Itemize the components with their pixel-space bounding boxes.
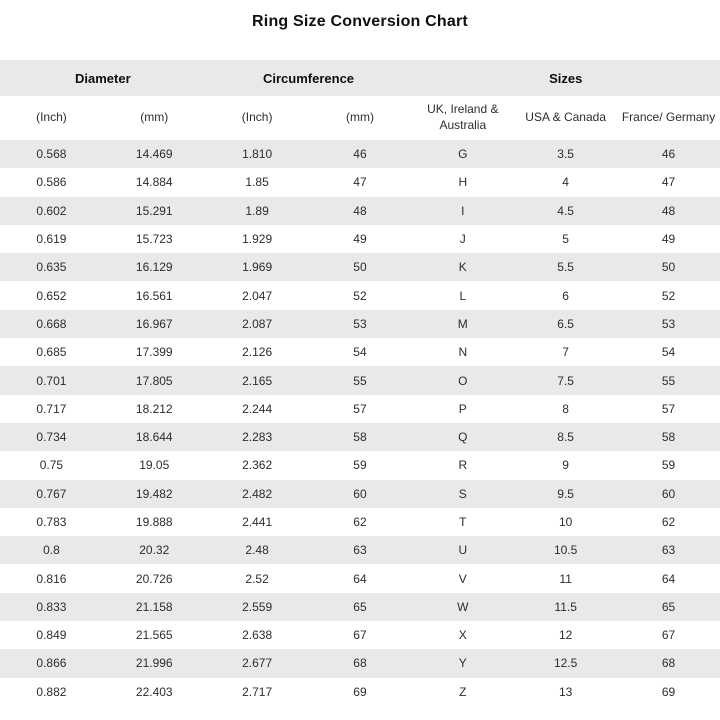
column-header-diameter-inch: (Inch) — [0, 96, 103, 140]
table-row — [0, 678, 720, 706]
table-cell: 6 — [514, 281, 617, 309]
table-cell: 54 — [309, 338, 412, 366]
table-cell: 58 — [309, 423, 412, 451]
table-cell: 50 — [309, 253, 412, 281]
table-row — [0, 536, 720, 564]
table-cell: 15.723 — [103, 225, 206, 253]
table-cell: 49 — [617, 225, 720, 253]
column-header-uk-ireland-australia: UK, Ireland & Australia — [411, 96, 514, 140]
table-cell: I — [411, 197, 514, 225]
group-header-row — [0, 60, 720, 96]
table-row — [0, 451, 720, 479]
table-row — [0, 621, 720, 649]
table-cell: 62 — [617, 508, 720, 536]
table-row — [0, 649, 720, 677]
table-cell: 0.635 — [0, 253, 103, 281]
table-cell: K — [411, 253, 514, 281]
page-title: Ring Size Conversion Chart — [252, 13, 468, 30]
table-cell: 11.5 — [514, 593, 617, 621]
table-cell: 9.5 — [514, 480, 617, 508]
table-cell: 48 — [309, 197, 412, 225]
table-cell: 63 — [617, 536, 720, 564]
table-cell: 20.726 — [103, 564, 206, 592]
table-cell: 15.291 — [103, 197, 206, 225]
table-cell: 18.644 — [103, 423, 206, 451]
column-header-diameter-mm: (mm) — [103, 96, 206, 140]
table-row — [0, 225, 720, 253]
table-cell: 0.8 — [0, 536, 103, 564]
table-cell: Z — [411, 678, 514, 706]
table-cell: 2.717 — [206, 678, 309, 706]
table-cell: 2.559 — [206, 593, 309, 621]
table-cell: 19.05 — [103, 451, 206, 479]
group-header-circumference: Circumference — [206, 60, 412, 96]
table-cell: 4 — [514, 168, 617, 196]
table-cell: 2.441 — [206, 508, 309, 536]
table-row — [0, 197, 720, 225]
table-cell: 2.677 — [206, 649, 309, 677]
table-cell: N — [411, 338, 514, 366]
table-cell: 21.565 — [103, 621, 206, 649]
table-cell: 2.244 — [206, 395, 309, 423]
table-cell: 2.482 — [206, 480, 309, 508]
table-cell: 0.685 — [0, 338, 103, 366]
table-cell: U — [411, 536, 514, 564]
table-cell: 0.586 — [0, 168, 103, 196]
table-cell: 49 — [309, 225, 412, 253]
table-cell: 0.568 — [0, 140, 103, 168]
table-cell: 54 — [617, 338, 720, 366]
table-body — [0, 140, 720, 706]
table-cell: 2.126 — [206, 338, 309, 366]
table-cell: 47 — [309, 168, 412, 196]
table-cell: 47 — [617, 168, 720, 196]
table-cell: 0.866 — [0, 649, 103, 677]
table-cell: 46 — [309, 140, 412, 168]
table-cell: 58 — [617, 423, 720, 451]
table-row — [0, 338, 720, 366]
table-cell: 0.734 — [0, 423, 103, 451]
table-cell: 55 — [617, 366, 720, 394]
column-header-circumference-inch: (Inch) — [206, 96, 309, 140]
table-cell: 59 — [617, 451, 720, 479]
table-cell: 21.158 — [103, 593, 206, 621]
table-cell: 20.32 — [103, 536, 206, 564]
table-cell: 65 — [617, 593, 720, 621]
group-header-sizes: Sizes — [411, 60, 720, 96]
table-cell: 52 — [617, 281, 720, 309]
table-cell: 0.701 — [0, 366, 103, 394]
table-cell: S — [411, 480, 514, 508]
table-cell: 46 — [617, 140, 720, 168]
table-row — [0, 593, 720, 621]
table-cell: 1.929 — [206, 225, 309, 253]
table-cell: 60 — [617, 480, 720, 508]
table-cell: R — [411, 451, 514, 479]
table-cell: 3.5 — [514, 140, 617, 168]
table-cell: 64 — [617, 564, 720, 592]
table-cell: 13 — [514, 678, 617, 706]
table-cell: 0.75 — [0, 451, 103, 479]
table-row — [0, 366, 720, 394]
table-row — [0, 140, 720, 168]
table-cell: 0.602 — [0, 197, 103, 225]
table-cell: 57 — [309, 395, 412, 423]
table-cell: T — [411, 508, 514, 536]
table-cell: J — [411, 225, 514, 253]
table-cell: 6.5 — [514, 310, 617, 338]
column-header-usa-canada: USA & Canada — [514, 96, 617, 140]
table-cell: 2.283 — [206, 423, 309, 451]
table-cell: 55 — [309, 366, 412, 394]
table-row — [0, 168, 720, 196]
ring-size-conversion-table — [0, 60, 720, 706]
table-cell: 12.5 — [514, 649, 617, 677]
table-cell: 17.399 — [103, 338, 206, 366]
table-cell: 12 — [514, 621, 617, 649]
table-cell: 2.087 — [206, 310, 309, 338]
table-cell: 0.849 — [0, 621, 103, 649]
table-cell: 9 — [514, 451, 617, 479]
table-cell: 7.5 — [514, 366, 617, 394]
table-cell: 64 — [309, 564, 412, 592]
table-cell: 14.884 — [103, 168, 206, 196]
table-cell: 7 — [514, 338, 617, 366]
table-cell: 65 — [309, 593, 412, 621]
table-cell: 0.783 — [0, 508, 103, 536]
table-row — [0, 281, 720, 309]
table-row — [0, 395, 720, 423]
table-cell: W — [411, 593, 514, 621]
table-cell: 48 — [617, 197, 720, 225]
table-cell: 0.619 — [0, 225, 103, 253]
table-cell: 59 — [309, 451, 412, 479]
table-cell: 2.638 — [206, 621, 309, 649]
table-cell: Q — [411, 423, 514, 451]
table-cell: 2.047 — [206, 281, 309, 309]
table-cell: 10 — [514, 508, 617, 536]
table-cell: 11 — [514, 564, 617, 592]
table-cell: 2.165 — [206, 366, 309, 394]
table-cell: 19.482 — [103, 480, 206, 508]
table-cell: 50 — [617, 253, 720, 281]
table-cell: 63 — [309, 536, 412, 564]
table-cell: 4.5 — [514, 197, 617, 225]
table-cell: 5 — [514, 225, 617, 253]
table-cell: 68 — [617, 649, 720, 677]
table-cell: 8 — [514, 395, 617, 423]
table-cell: 0.833 — [0, 593, 103, 621]
table-cell: 10.5 — [514, 536, 617, 564]
table-cell: 16.967 — [103, 310, 206, 338]
table-cell: 57 — [617, 395, 720, 423]
table-cell: 18.212 — [103, 395, 206, 423]
table-cell: 67 — [309, 621, 412, 649]
table-cell: 19.888 — [103, 508, 206, 536]
table-cell: 0.767 — [0, 480, 103, 508]
table-cell: 1.89 — [206, 197, 309, 225]
table-cell: L — [411, 281, 514, 309]
table-row — [0, 508, 720, 536]
table-cell: 0.652 — [0, 281, 103, 309]
table-cell: 8.5 — [514, 423, 617, 451]
table-cell: Y — [411, 649, 514, 677]
table-cell: 1.810 — [206, 140, 309, 168]
table-cell: 68 — [309, 649, 412, 677]
table-cell: V — [411, 564, 514, 592]
table-row — [0, 480, 720, 508]
table-row — [0, 564, 720, 592]
table-cell: G — [411, 140, 514, 168]
table-cell: 21.996 — [103, 649, 206, 677]
table-cell: 67 — [617, 621, 720, 649]
column-header-row — [0, 96, 720, 140]
table-cell: 14.469 — [103, 140, 206, 168]
table-cell: 1.85 — [206, 168, 309, 196]
column-header-france-germany: France/ Germany — [617, 96, 720, 140]
table-cell: 5.5 — [514, 253, 617, 281]
table-row — [0, 423, 720, 451]
group-header-diameter: Diameter — [0, 60, 206, 96]
table-cell: 0.717 — [0, 395, 103, 423]
table-cell: 60 — [309, 480, 412, 508]
table-cell: 53 — [617, 310, 720, 338]
table-cell: H — [411, 168, 514, 196]
table-cell: 2.48 — [206, 536, 309, 564]
table-cell: 69 — [309, 678, 412, 706]
table-cell: 16.561 — [103, 281, 206, 309]
table-cell: 0.668 — [0, 310, 103, 338]
table-cell: 0.882 — [0, 678, 103, 706]
table-row — [0, 310, 720, 338]
table-cell: X — [411, 621, 514, 649]
table-cell: 2.362 — [206, 451, 309, 479]
table-cell: 69 — [617, 678, 720, 706]
table-row — [0, 253, 720, 281]
table-cell: P — [411, 395, 514, 423]
table-cell: 1.969 — [206, 253, 309, 281]
column-header-circumference-mm: (mm) — [309, 96, 412, 140]
table-cell: 22.403 — [103, 678, 206, 706]
table-cell: 17.805 — [103, 366, 206, 394]
table-cell: 2.52 — [206, 564, 309, 592]
table-cell: 0.816 — [0, 564, 103, 592]
table-cell: 52 — [309, 281, 412, 309]
table-cell: M — [411, 310, 514, 338]
table-cell: 16.129 — [103, 253, 206, 281]
table-cell: 53 — [309, 310, 412, 338]
table-cell: 62 — [309, 508, 412, 536]
table-cell: O — [411, 366, 514, 394]
